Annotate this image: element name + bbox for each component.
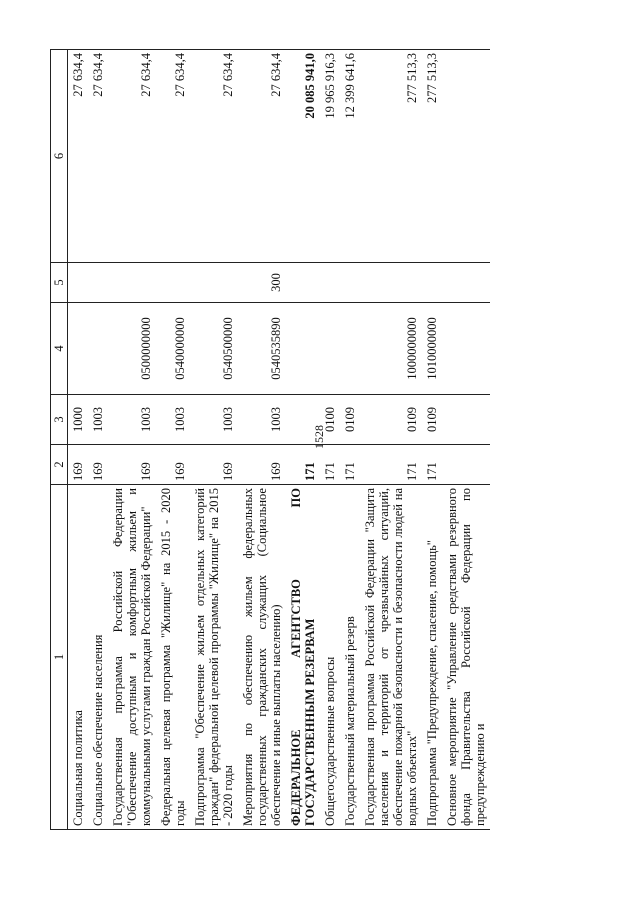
amount-cell: 277 513,3 [360,50,422,263]
budget-table [50,49,490,830]
target-article-cell: 0500000000 [108,303,156,395]
target-article-cell [88,303,108,395]
table-row [340,50,360,830]
column-header: 6 [51,50,68,263]
section-code-cell [442,395,490,445]
ministry-code-cell: 171 [286,445,320,485]
column-header: 1 [51,485,68,830]
column-header: 4 [51,303,68,395]
section-code-cell: 0109 [340,395,360,445]
amount-cell: 27 634,4 [156,50,190,263]
row-name-cell: ФЕДЕРАЛЬНОЕ АГЕНТСТВО ПО ГОСУДАРСТВЕННЫМ РЕЗЕРВАМ [286,485,320,830]
expense-type-cell [360,263,422,303]
section-code-cell: 1003 [156,395,190,445]
ministry-code-cell: 171 [422,445,442,485]
amount-cell: 27 634,4 [190,50,238,263]
expense-type-cell [286,263,320,303]
expense-type-cell [108,263,156,303]
section-code-cell: 0100 [320,395,340,445]
section-code-cell: 1003 [88,395,108,445]
target-article-cell: 0540000000 [156,303,190,395]
expense-type-cell: 300 [238,263,286,303]
expense-type-cell [442,263,490,303]
table-row [422,50,442,830]
row-name-cell: Подпрограмма "Обеспечение жильем отдельных категорий граждан" федеральной целевой программы "Жилище" на 2015 - 2020 годы [190,485,238,830]
table-header-row [51,50,68,830]
amount-cell [442,50,490,263]
target-article-cell [286,303,320,395]
row-name-cell: Федеральная целевая программа "Жилище" на 2015 - 2020 годы [156,485,190,830]
ministry-code-cell: 169 [88,445,108,485]
expense-type-cell [422,263,442,303]
expense-type-cell [190,263,238,303]
target-article-cell [340,303,360,395]
ministry-code-cell: 171 [320,445,340,485]
document-sheet [50,50,500,830]
table-row [360,50,422,830]
ministry-code-cell: 169 [108,445,156,485]
table-row [320,50,340,830]
amount-cell: 27 634,4 [108,50,156,263]
amount-cell: 12 399 641,6 [340,50,360,263]
expense-type-cell [88,263,108,303]
table-row [190,50,238,830]
expense-type-cell [156,263,190,303]
target-article-cell [320,303,340,395]
section-code-cell: 0109 [360,395,422,445]
column-header: 2 [51,445,68,485]
ministry-code-cell: 169 [190,445,238,485]
amount-cell: 19 965 916,3 [320,50,340,263]
table-row [88,50,108,830]
expense-type-cell [320,263,340,303]
target-article-cell: 1010000000 [422,303,442,395]
row-name-cell: Государственная программа Российской Федерации "Обеспечение доступным и комфортным жильем и коммунальными услугами граждан Российской Федерации" [108,485,156,830]
row-name-cell: Основное мероприятие "Управление средствами резервного фонда Правительства Российской Федерации по предупреждению и [442,485,490,830]
ministry-code-cell: 169 [68,445,89,485]
table-row [442,50,490,830]
target-article-cell: 0540500000 [190,303,238,395]
target-article-cell: 0540535890 [238,303,286,395]
ministry-code-cell: 169 [238,445,286,485]
row-name-cell: Социальное обеспечение населения [88,485,108,830]
expense-type-cell [340,263,360,303]
row-name-cell: Социальная политика [68,485,89,830]
amount-cell: 20 085 941,0 [286,50,320,263]
ministry-code-cell: 171 [340,445,360,485]
row-name-cell: Подпрограмма "Предупреждение, спасение, помощь" [422,485,442,830]
target-article-cell [442,303,490,395]
amount-cell: 27 634,4 [68,50,89,263]
table-row [156,50,190,830]
section-code-cell [286,395,320,445]
amount-cell: 27 634,4 [238,50,286,263]
section-code-cell: 0109 [422,395,442,445]
rotated-content [50,50,500,830]
section-code-cell: 1000 [68,395,89,445]
ministry-code-cell: 171 [360,445,422,485]
table-row [286,50,320,830]
table-row [68,50,89,830]
section-code-cell: 1003 [108,395,156,445]
amount-cell: 27 634,4 [88,50,108,263]
page-number: 1528 [312,425,326,449]
row-name-cell: Мероприятия по обеспечению жильем федеральных государственных гражданских служащих (Социальное обеспечение и иные выплаты населению) [238,485,286,830]
amount-cell: 277 513,3 [422,50,442,263]
ministry-code-cell [442,445,490,485]
section-code-cell: 1003 [238,395,286,445]
target-article-cell [68,303,89,395]
section-code-cell: 1003 [190,395,238,445]
ministry-code-cell: 169 [156,445,190,485]
row-name-cell: Государственная программа Российской Федерации "Защита населения и территорий от чрезвычайных ситуаций, обеспечение пожарной безопасности и безопасности людей на водных объектах" [360,485,422,830]
row-name-cell: Общегосударственные вопросы [320,485,340,830]
expense-type-cell [68,263,89,303]
row-name-cell: Государственный материальный резерв [340,485,360,830]
column-header: 3 [51,395,68,445]
table-row [238,50,286,830]
target-article-cell: 1000000000 [360,303,422,395]
column-header: 5 [51,263,68,303]
table-row [108,50,156,830]
